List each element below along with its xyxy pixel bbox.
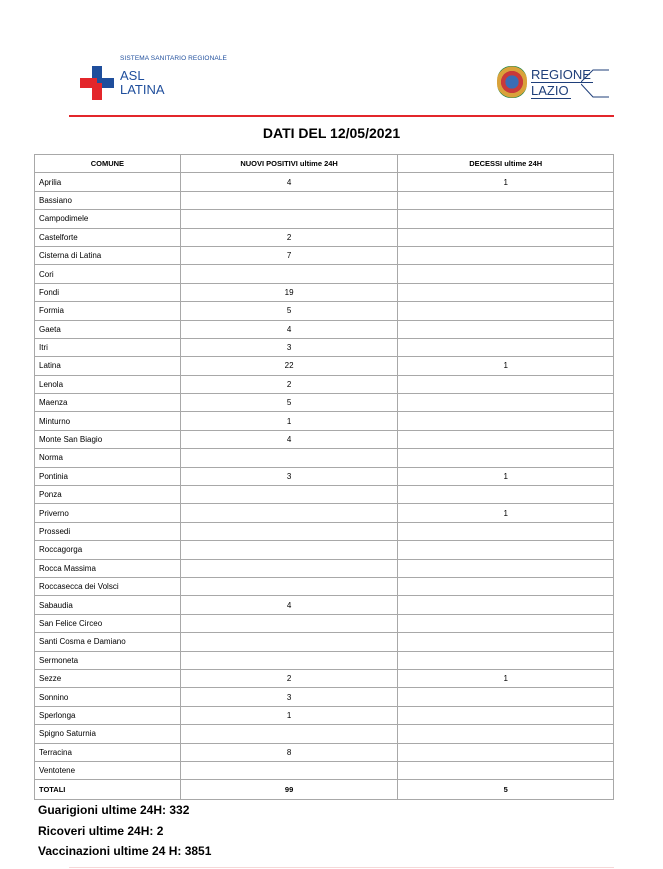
cell-positivi: 1 xyxy=(180,412,398,430)
cell-positivi: 3 xyxy=(180,338,398,356)
column-header-decessi: DECESSI ultime 24H xyxy=(398,155,614,173)
cell-decessi xyxy=(398,486,614,504)
cell-comune: Itri xyxy=(35,338,181,356)
table-row xyxy=(35,633,614,651)
table-row xyxy=(35,210,614,228)
cell-comune: Sermoneta xyxy=(35,651,181,669)
table-row xyxy=(35,522,614,540)
cell-comune: Sonnino xyxy=(35,688,181,706)
cell-decessi: 1 xyxy=(398,467,614,485)
table-row xyxy=(35,283,614,301)
table-row xyxy=(35,577,614,595)
table-row xyxy=(35,320,614,338)
cell-positivi: 4 xyxy=(180,173,398,191)
table-row xyxy=(35,486,614,504)
cell-decessi xyxy=(398,614,614,632)
cell-positivi xyxy=(180,522,398,540)
cell-comune: Fondi xyxy=(35,283,181,301)
cell-positivi xyxy=(180,265,398,283)
totals-positivi: 99 xyxy=(180,780,398,800)
cell-comune: Bassiano xyxy=(35,191,181,209)
cell-positivi xyxy=(180,210,398,228)
cell-positivi xyxy=(180,725,398,743)
table-row xyxy=(35,375,614,393)
cell-comune: Roccagorga xyxy=(35,541,181,559)
cell-decessi: 1 xyxy=(398,173,614,191)
cell-positivi: 8 xyxy=(180,743,398,761)
cell-positivi xyxy=(180,559,398,577)
cell-comune: Spigno Saturnia xyxy=(35,725,181,743)
table-row xyxy=(35,228,614,246)
table-row xyxy=(35,559,614,577)
cell-decessi xyxy=(398,375,614,393)
table-row xyxy=(35,449,614,467)
asl-name xyxy=(120,69,165,97)
cell-decessi xyxy=(398,430,614,448)
cell-decessi xyxy=(398,265,614,283)
cell-positivi xyxy=(180,761,398,779)
cell-comune: Sabaudia xyxy=(35,596,181,614)
cell-comune: Cori xyxy=(35,265,181,283)
cell-positivi: 22 xyxy=(180,357,398,375)
table-header-row xyxy=(35,155,614,173)
cell-comune: Roccasecca dei Volsci xyxy=(35,577,181,595)
table-row xyxy=(35,412,614,430)
cell-comune: Pontinia xyxy=(35,467,181,485)
cell-decessi xyxy=(398,761,614,779)
totals-row xyxy=(35,780,614,800)
table-body xyxy=(35,173,614,780)
column-header-positivi: NUOVI POSITIVI ultime 24H xyxy=(180,155,398,173)
cell-decessi xyxy=(398,596,614,614)
cell-decessi: 1 xyxy=(398,357,614,375)
cell-decessi xyxy=(398,577,614,595)
cases-table xyxy=(34,154,614,800)
cell-positivi xyxy=(180,541,398,559)
cell-comune: Sezze xyxy=(35,669,181,687)
summary-ricoveri: Ricoveri ultime 24H: 2 xyxy=(38,823,164,838)
cell-positivi: 19 xyxy=(180,283,398,301)
asl-name-line2: LATINA xyxy=(120,82,165,97)
table-row xyxy=(35,394,614,412)
cell-comune: Monte San Biagio xyxy=(35,430,181,448)
cell-decessi: 1 xyxy=(398,504,614,522)
footer-divider xyxy=(69,867,614,868)
cell-positivi: 4 xyxy=(180,320,398,338)
lazio-name-line1: REGIONE xyxy=(531,67,591,82)
cell-positivi xyxy=(180,504,398,522)
table-row xyxy=(35,761,614,779)
cell-positivi xyxy=(180,486,398,504)
table-row xyxy=(35,357,614,375)
table-row xyxy=(35,302,614,320)
cell-positivi: 3 xyxy=(180,688,398,706)
cell-positivi: 5 xyxy=(180,394,398,412)
table-row xyxy=(35,669,614,687)
cell-comune: Norma xyxy=(35,449,181,467)
cell-decessi xyxy=(398,210,614,228)
table-row xyxy=(35,265,614,283)
totals-decessi: 5 xyxy=(398,780,614,800)
cell-positivi: 5 xyxy=(180,302,398,320)
cell-decessi xyxy=(398,302,614,320)
cell-decessi xyxy=(398,228,614,246)
cell-positivi: 4 xyxy=(180,596,398,614)
cell-decessi xyxy=(398,706,614,724)
cell-positivi: 1 xyxy=(180,706,398,724)
cell-decessi xyxy=(398,541,614,559)
table-row xyxy=(35,596,614,614)
regione-lazio-emblem-icon xyxy=(497,66,527,98)
table-row xyxy=(35,430,614,448)
cell-comune: Rocca Massima xyxy=(35,559,181,577)
lazio-chevron-icon xyxy=(581,67,611,99)
cell-comune: Ponza xyxy=(35,486,181,504)
table-row xyxy=(35,338,614,356)
cell-comune: Priverno xyxy=(35,504,181,522)
cell-decessi xyxy=(398,743,614,761)
table-row xyxy=(35,173,614,191)
summary-guarigioni: Guarigioni ultime 24H: 332 xyxy=(38,803,190,817)
cell-comune: Formia xyxy=(35,302,181,320)
table-row xyxy=(35,541,614,559)
cell-comune: Cisterna di Latina xyxy=(35,246,181,264)
cell-comune: Minturno xyxy=(35,412,181,430)
table-row xyxy=(35,651,614,669)
cell-decessi xyxy=(398,191,614,209)
cell-decessi xyxy=(398,449,614,467)
cell-positivi xyxy=(180,614,398,632)
cell-positivi: 2 xyxy=(180,375,398,393)
cell-comune: Sperlonga xyxy=(35,706,181,724)
cell-decessi xyxy=(398,633,614,651)
summary-vaccinazioni: Vaccinazioni ultime 24 H: 3851 xyxy=(38,844,212,858)
asl-name-line1: ASL xyxy=(120,68,145,83)
cell-comune: Castelforte xyxy=(35,228,181,246)
cell-comune: San Felice Circeo xyxy=(35,614,181,632)
cell-positivi xyxy=(180,191,398,209)
medical-cross-icon xyxy=(80,66,114,100)
cell-comune: Campodimele xyxy=(35,210,181,228)
regione-lazio-logo xyxy=(497,66,612,100)
cell-positivi: 7 xyxy=(180,246,398,264)
table-row xyxy=(35,191,614,209)
cell-decessi xyxy=(398,688,614,706)
cell-positivi: 3 xyxy=(180,467,398,485)
table-row xyxy=(35,246,614,264)
cell-comune: Lenola xyxy=(35,375,181,393)
cell-decessi xyxy=(398,338,614,356)
cell-decessi xyxy=(398,522,614,540)
cell-positivi xyxy=(180,633,398,651)
page-title: DATI DEL 12/05/2021 xyxy=(262,125,401,141)
asl-subtitle: SISTEMA SANITARIO REGIONALE xyxy=(120,55,227,62)
cell-comune: Latina xyxy=(35,357,181,375)
table-row xyxy=(35,725,614,743)
cell-decessi xyxy=(398,320,614,338)
table-row xyxy=(35,706,614,724)
table-row xyxy=(35,504,614,522)
table-row xyxy=(35,614,614,632)
cell-positivi xyxy=(180,577,398,595)
cell-positivi xyxy=(180,651,398,669)
table-row xyxy=(35,743,614,761)
cell-comune: Maenza xyxy=(35,394,181,412)
cell-positivi: 2 xyxy=(180,228,398,246)
cell-decessi xyxy=(398,559,614,577)
cell-decessi: 1 xyxy=(398,669,614,687)
table-row xyxy=(35,467,614,485)
cell-comune: Santi Cosma e Damiano xyxy=(35,633,181,651)
lazio-name-line2: LAZIO xyxy=(531,83,569,98)
cell-comune: Gaeta xyxy=(35,320,181,338)
cell-comune: Aprilia xyxy=(35,173,181,191)
cell-decessi xyxy=(398,412,614,430)
totals-label: TOTALI xyxy=(35,780,181,800)
cell-decessi xyxy=(398,394,614,412)
cell-comune: Terracina xyxy=(35,743,181,761)
cell-decessi xyxy=(398,725,614,743)
cell-comune: Ventotene xyxy=(35,761,181,779)
cell-positivi xyxy=(180,449,398,467)
asl-latina-logo xyxy=(80,55,280,105)
cell-decessi xyxy=(398,283,614,301)
cell-positivi: 4 xyxy=(180,430,398,448)
header-divider xyxy=(69,115,614,117)
cell-decessi xyxy=(398,651,614,669)
table-row xyxy=(35,688,614,706)
column-header-comune: COMUNE xyxy=(35,155,181,173)
cell-comune: Prossedi xyxy=(35,522,181,540)
cell-positivi: 2 xyxy=(180,669,398,687)
summary-block xyxy=(38,800,211,862)
cell-decessi xyxy=(398,246,614,264)
